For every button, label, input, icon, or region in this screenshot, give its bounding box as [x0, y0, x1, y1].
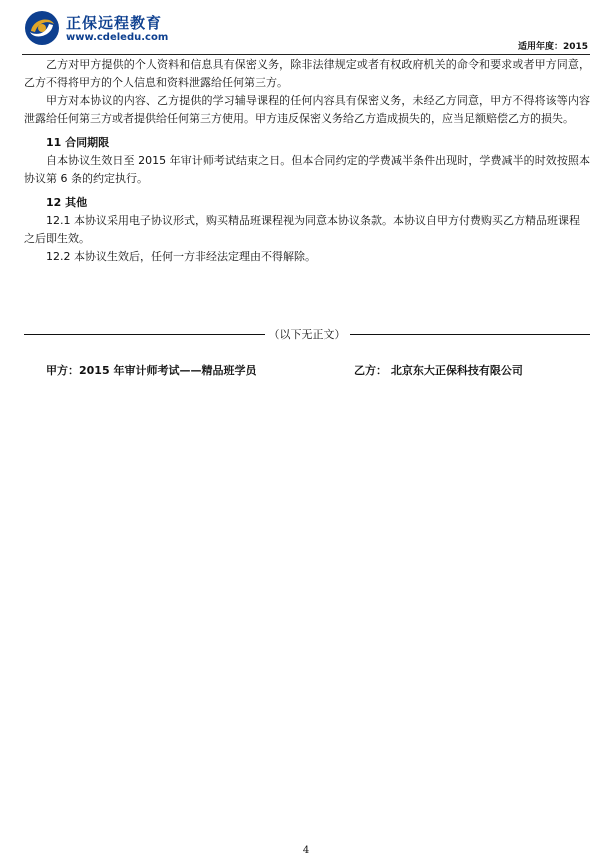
brand-name: 正保远程教育 [66, 14, 163, 32]
section-12-heading: 12 其他 [46, 196, 88, 209]
end-of-text-divider [24, 326, 590, 342]
paragraph-confidentiality-a: 甲方对本协议的内容、乙方提供的学习辅导课程的任何内容具有保密义务，未经乙方同意，甲方不得将该等内容泄露给任何第三方或者提供给任何第三方使用。甲方违反保密义务给乙方造成损失的，应当足额赔偿乙方的损失。 [24, 94, 590, 125]
document-body [24, 56, 590, 266]
section-12-1: 12.1 本协议采用电子协议形式，购买精品班课程视为同意本协议条款。本协议自甲方付费购买乙方精品班课程之后即生效。 [24, 214, 580, 245]
swirl-logo-icon [24, 10, 60, 46]
end-of-text-label: （以下无正文） [268, 328, 346, 341]
page-number: 4 [302, 845, 310, 856]
section-12-2: 12.2 本协议生效后，任何一方非经法定理由不得解除。 [46, 250, 316, 263]
applicable-year: 适用年度：2015 [517, 42, 588, 52]
brand-url[interactable]: www.cdeledu.com [66, 32, 169, 43]
section-11-heading: 11 合同期限 [46, 136, 110, 149]
party-a-signature: 甲方：2015 年审计师考试——精品班学员 [46, 364, 257, 377]
divider-rule-right [350, 334, 591, 335]
page-header [22, 10, 590, 55]
divider-rule-left [24, 334, 265, 335]
paragraph-confidentiality-b: 乙方对甲方提供的个人资料和信息具有保密义务，除非法律规定或者有权政府机关的命令和要求或者甲方同意，乙方不得将甲方的个人信息和资料泄露给任何第三方。 [24, 58, 590, 89]
party-b-signature: 乙方： 北京东大正保科技有限公司 [354, 364, 523, 377]
section-11-text: 自本协议生效日至 2015 年审计师考试结束之日。但本合同约定的学费减半条件出现时，学费减半的时效按照本协议第 6 条的约定执行。 [24, 154, 590, 185]
